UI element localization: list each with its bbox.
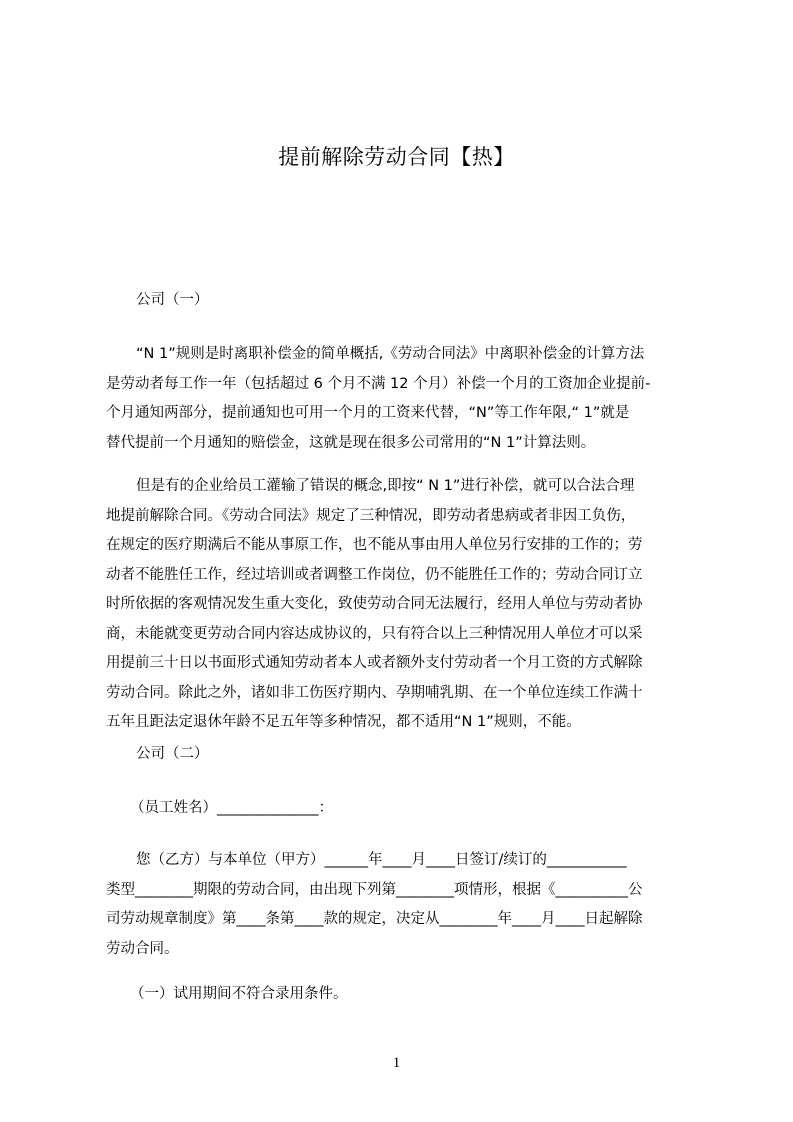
paragraph-line: 个月通知两部分，提前通知也可用一个月的工资来代替，“N”等工作年限,“ 1”就是 [106,405,630,421]
list-item-probation: （一）试用期间不符合录用条件。 [130,986,348,1002]
paragraph-line: 劳动合同。 [106,940,179,957]
paragraph-line: 时所依据的客观情况发生重大变化，致使劳动合同无法履行，经用人单位与劳动者协 [106,596,643,612]
paragraph-line: 在规定的医疗期满后不能从事原工作，也不能从事由用人单位另行安排的工作的；劳 [106,537,643,553]
paragraph-line: 您（乙方）与本单位（甲方）______年____月____日签订/续订的___________ [136,852,627,868]
paragraph-line: 替代提前一个月通知的赔偿金，这就是现在很多公司常用的“N 1”计算法则。 [106,434,596,451]
section-heading-2: 公司（二） [136,746,209,762]
paragraph-line: “N 1”规则是时离职补偿金的简单概括,《劳动合同法》中离职补偿金的计算方法 [136,346,645,362]
paragraph-line: 司劳动规章制度》第____条第____款的规定，决定从________年____月____日起解除 [106,911,643,927]
paragraph-line: 用提前三十日以书面形式通知劳动者本人或者额外支付劳动者一个月工资的方式解除 [106,655,643,671]
paragraph-termination-notice [106,846,710,964]
document-title: 提前解除劳动合同【热】 [278,145,515,169]
paragraph-line: 地提前解除合同。《劳动合同法》规定了三种情况，即劳动者患病或者非因工负伤， [106,507,636,524]
paragraph-line: 劳动合同。除此之外，诸如非工伤医疗期内、孕期哺乳期、在一个单位连续工作满十 [106,684,643,701]
employee-name-line: （员工姓名）______________： [130,800,333,816]
paragraph-line: 五年且距法定退休年龄不足五年等多种情况，都不适用“N 1”规则，不能。 [106,714,581,730]
section-heading-1: 公司（一） [136,292,209,308]
paragraph-line: 是劳动者每工作一年（包括超过 6 个月不满 12 个月）补偿一个月的工资加企业提前- [106,375,651,392]
page-number: 1 [392,1055,401,1071]
paragraph-line: 但是有的企业给员工灌输了错误的概念,即按“ N 1”进行补偿，就可以合法合理 [136,478,635,494]
paragraph-line: 动者不能胜任工作，经过培训或者调整工作岗位，仍不能胜任工作的；劳动合同订立 [106,566,643,583]
paragraph-line: 商，未能就变更劳动合同内容达成协议的，只有符合以上三种情况用人单位才可以采 [106,625,643,642]
paragraph-n1-rule [106,340,710,458]
paragraph-line: 类型________期限的劳动合同，由出现下列第________项情形，根据《__________公 [106,881,643,898]
paragraph-misconception [106,472,710,738]
